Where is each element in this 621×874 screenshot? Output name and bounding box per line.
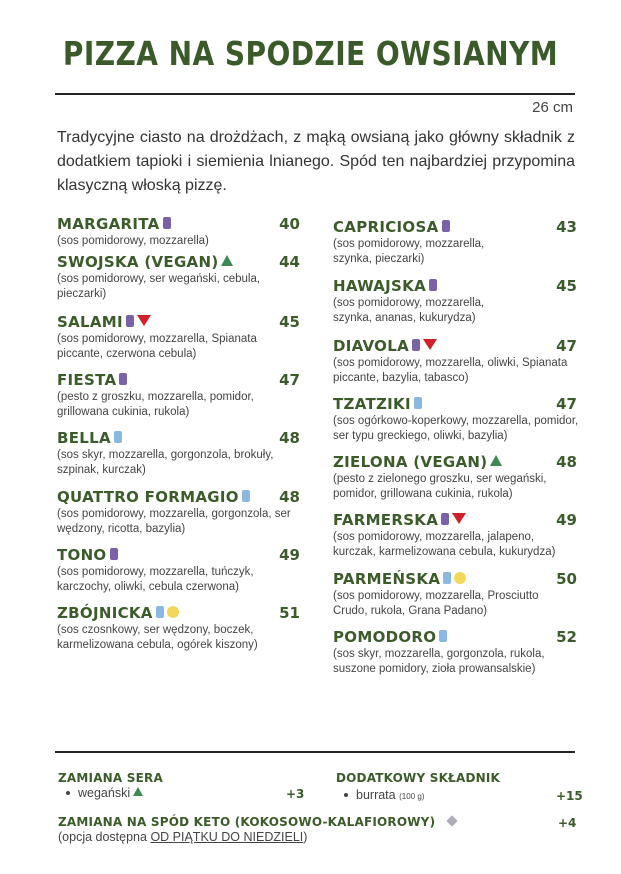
purple-marker-icon [412, 339, 420, 351]
item-ingredients: (sos pomidorowy, mozzarella) [57, 235, 209, 247]
keto-note-suffix: ) [303, 830, 308, 844]
keto-crust-price: +4 [558, 816, 577, 830]
purple-marker-icon [442, 220, 450, 232]
item-price: 48 [279, 488, 300, 506]
extra-ingredient-option [344, 788, 424, 802]
keto-crust-heading-text: ZAMIANA NA SPÓD KETO (KOKOSOWO-KALAFIOROWY) [58, 815, 436, 829]
item-price: 44 [279, 253, 300, 271]
keto-note-prefix: (opcja dostępna [58, 830, 151, 844]
item-name: ZIELONA (VEGAN) [333, 453, 488, 471]
menu-item-pomodoro [333, 627, 579, 679]
green-triangle-vegan-icon [221, 255, 233, 266]
menu-item-swojska [57, 252, 300, 312]
menu-item-bella [57, 428, 300, 487]
blue-marker-icon [439, 630, 447, 642]
menu-item-margarita [57, 214, 300, 252]
red-triangle-spicy-icon [137, 315, 151, 326]
green-triangle-vegan-icon [133, 787, 143, 796]
item-price: 48 [556, 453, 577, 471]
item-ingredients: (pesto z groszku, mozzarella, pomidor, grillowana cukinia, rukola) [57, 391, 254, 418]
item-ingredients: (sos pomidorowy, mozzarella, szynka, pieczarki) [333, 238, 485, 265]
item-price: 49 [556, 511, 577, 529]
menu-item-diavola [333, 336, 579, 394]
item-price: 43 [556, 218, 577, 236]
cheese-swap-option [66, 786, 143, 800]
green-triangle-vegan-icon [490, 455, 502, 466]
cheese-swap-label: wegański [78, 786, 131, 800]
item-name: TZATZIKI [333, 395, 411, 413]
menu-right-column [333, 217, 579, 679]
item-price: 49 [279, 546, 300, 564]
bullet-icon [344, 793, 348, 797]
item-name: TONO [57, 546, 107, 564]
item-name: SALAMI [57, 313, 123, 331]
menu-item-quattro-formagio [57, 487, 300, 545]
crust-description: Tradycyjne ciasto na drożdżach, z mąką owsianą jako główny składnik z dodatkiem tapioki i siemienia lnianego. Spód ten najbardziej przypomina klasyczną włoską pizzę. [57, 129, 575, 194]
item-name: SWOJSKA (VEGAN) [57, 253, 219, 271]
menu-item-salami [57, 312, 300, 370]
item-name: FIESTA [57, 371, 117, 389]
item-price: 47 [556, 337, 577, 355]
bullet-icon [66, 791, 70, 795]
top-divider [55, 93, 575, 95]
item-price: 40 [279, 215, 300, 233]
menu-item-tzatziki [333, 394, 579, 452]
blue-marker-icon [114, 431, 122, 443]
purple-marker-icon [441, 513, 449, 525]
item-ingredients: (sos ogórkowo-koperkowy, mozzarella, pomidor, ser typu greckiego, oliwki, bazylia) [333, 415, 579, 442]
item-price: 47 [279, 371, 300, 389]
red-triangle-spicy-icon [423, 339, 437, 350]
item-ingredients: (sos pomidorowy, mozzarella, szynka, ananas, kukurydza) [333, 297, 485, 324]
blue-marker-icon [443, 572, 451, 584]
menu-left-column [57, 214, 300, 653]
extra-ingredient-heading: DODATKOWY SKŁADNIK [336, 771, 501, 785]
purple-marker-icon [126, 315, 134, 327]
item-name: FARMERSKA [333, 511, 439, 529]
cheese-swap-price: +3 [286, 787, 305, 801]
item-ingredients: (sos pomidorowy, mozzarella, Prosciutto Crudo, rukola, Grana Padano) [333, 590, 539, 617]
cheese-swap-heading: ZAMIANA SERA [58, 771, 163, 785]
extra-ingredient-price: +15 [556, 789, 583, 803]
red-triangle-spicy-icon [452, 513, 466, 524]
item-ingredients: (sos czosnkowy, ser wędzony, boczek, karmelizowana cebula, ogórek kiszony) [57, 624, 258, 651]
item-name: CAPRICIOSA [333, 218, 439, 236]
item-ingredients: (sos pomidorowy, mozzarella, oliwki, Spianata piccante, bazylia, tabasco) [333, 357, 568, 384]
menu-item-parmenska [333, 569, 579, 627]
item-price: 48 [279, 429, 300, 447]
grey-diamond-marker-icon [446, 815, 457, 826]
blue-marker-icon [414, 397, 422, 409]
yellow-circle-marker-icon [454, 572, 466, 584]
extra-ingredient-label: burrata [356, 788, 396, 802]
item-ingredients: (sos pomidorowy, mozzarella, jalapeno, kurczak, karmelizowana cebula, kukurydza) [333, 531, 556, 558]
item-ingredients: (pesto z zielonego groszku, ser wegański, pomidor, grillowana cukinia, rukola) [333, 473, 547, 500]
item-ingredients: (sos pomidorowy, mozzarella, Spianata piccante, czerwona cebula) [57, 333, 257, 360]
menu-item-farmerska [333, 510, 579, 569]
item-name: MARGARITA [57, 215, 160, 233]
blue-marker-icon [242, 490, 250, 502]
item-name: QUATTRO FORMAGIO [57, 488, 239, 506]
item-ingredients: (sos pomidorowy, mozzarella, gorgonzola, ser wędzony, ricotta, bazylia) [57, 508, 291, 535]
item-ingredients: (sos pomidorowy, mozzarella, tuńczyk, karczochy, oliwki, cebula czerwona) [57, 566, 254, 593]
item-ingredients: (sos skyr, mozzarella, gorgonzola, brokuły, szpinak, kurczak) [57, 449, 274, 476]
menu-item-fiesta [57, 370, 300, 428]
item-name: PARMEŃSKA [333, 570, 441, 588]
keto-crust-heading [58, 815, 456, 829]
item-name: HAWAJSKA [333, 277, 426, 295]
item-price: 45 [556, 277, 577, 295]
item-name: BELLA [57, 429, 111, 447]
purple-marker-icon [110, 548, 118, 560]
keto-days-link: OD PIĄTKU DO NIEDZIELI [150, 830, 304, 844]
purple-marker-icon [119, 373, 127, 385]
menu-item-tono [57, 545, 300, 603]
page-title: PIZZA NA SPODZIE OWSIANYM [62, 34, 559, 73]
menu-item-zielona [333, 452, 579, 510]
item-price: 45 [279, 313, 300, 331]
purple-marker-icon [429, 279, 437, 291]
item-price: 47 [556, 395, 577, 413]
menu-item-hawajska [333, 276, 579, 336]
yellow-circle-marker-icon [167, 606, 179, 618]
menu-item-capriciosa [333, 217, 579, 276]
item-price: 52 [556, 628, 577, 646]
bottom-divider [55, 751, 575, 753]
item-ingredients: (sos skyr, mozzarella, gorgonzola, rukola, suszone pomidory, zioła prowansalskie) [333, 648, 545, 675]
keto-availability-note [58, 830, 307, 844]
blue-marker-icon [156, 606, 164, 618]
extra-ingredient-weight: (100 g) [399, 792, 425, 801]
purple-marker-icon [163, 217, 171, 229]
pizza-size: 26 cm [532, 99, 573, 116]
menu-item-zbojnicka [57, 603, 300, 653]
item-ingredients: (sos pomidorowy, ser wegański, cebula, pieczarki) [57, 273, 261, 300]
item-price: 50 [556, 570, 577, 588]
item-name: DIAVOLA [333, 337, 409, 355]
item-name: POMODORO [333, 628, 437, 646]
item-price: 51 [279, 604, 300, 622]
item-name: ZBÓJNICKA [57, 604, 153, 622]
